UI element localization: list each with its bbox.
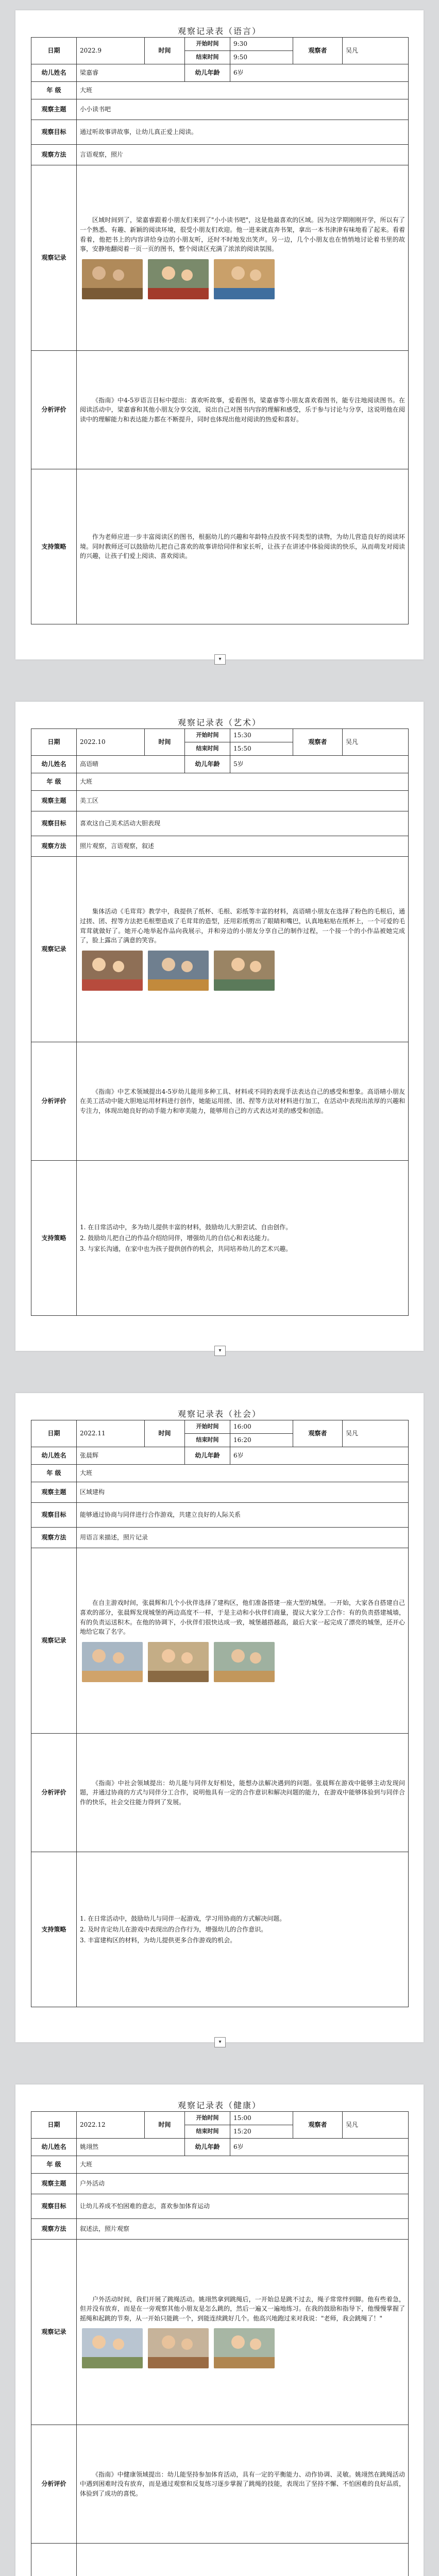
analysis-label: 分析评价 [31,351,77,469]
page-toggle-button[interactable]: ▾ [214,1346,226,1356]
child-label: 幼儿姓名 [31,64,77,82]
method-value: 叙述法，照片观察 [77,2219,409,2240]
analysis-cell [77,1042,409,1161]
age-label: 幼儿年龄 [185,756,230,773]
support-label: 支持策略 [31,469,77,624]
observation-photo [82,259,143,299]
grade-value: 大班 [77,82,409,99]
topic-label: 观察主题 [31,99,77,120]
record-label: 观察记录 [31,857,77,1042]
goal-value: 通过听故事讲故事，让幼儿真正爱上阅读。 [77,120,409,145]
start-time-label: 开始时间 [185,2112,230,2125]
time-label: 时间 [145,38,185,64]
time-label: 时间 [145,1420,185,1447]
page-title: 观察记录表（艺术） [177,718,261,727]
age-value: 6岁 [230,64,409,82]
date-label: 日期 [31,1420,77,1447]
analysis-text: 《指南》中健康领域提出：幼儿能坚持参加体育活动，具有一定的平衡能力、动作协调、灵敏。姚翊然在跳绳活动中遇到困难时没有放弃，而是通过观察和反复练习逐步掌握了跳绳的技能，表现出了坚持不懈、不怕困难的良好品质，体验到了成功的喜悦。 [80,2470,405,2497]
analysis-label: 分析评价 [31,2425,77,2544]
observer-label: 观察者 [293,38,343,64]
grade-label: 年 级 [31,2156,77,2174]
date-label: 日期 [31,2112,77,2139]
observer-value: 吴凡 [343,1420,409,1447]
support-item: 2. 鼓励幼儿把自己的作品介绍给同伴，增强幼儿的自信心和表达能力。 [80,1234,274,1242]
end-time-label: 结束时间 [185,2125,230,2139]
end-time-value: 9:50 [230,51,293,64]
method-label: 观察方法 [31,145,77,165]
goal-label: 观察目标 [31,2194,77,2219]
photo-strip [80,2325,405,2371]
start-time-label: 开始时间 [185,38,230,51]
start-time-value: 16:00 [230,1420,293,1434]
observer-value: 吴凡 [343,38,409,64]
date-value: 2022.12 [77,2112,145,2139]
analysis-label: 分析评价 [31,1734,77,1852]
record-label: 观察记录 [31,165,77,351]
topic-value: 区域建构 [77,1482,409,1503]
observation-photo [214,2328,275,2368]
observer-label: 观察者 [293,729,343,756]
observation-page [15,2084,424,2576]
child-label: 幼儿姓名 [31,1447,77,1465]
goal-label: 观察目标 [31,120,77,145]
support-label: 支持策略 [31,1852,77,2007]
date-value: 2022.10 [77,729,145,756]
record-cell [77,2240,409,2425]
analysis-cell [77,351,409,469]
observation-table [31,2111,409,2576]
record-text: 户外活动时间，我们开展了跳绳活动。姚翊然拿到跳绳后，一开始总是跳不过去，绳子常常绊到脚。他有些着急，但并没有放弃，而是在一旁观察其他小朋友是怎么跳的，然后一遍又一遍地练习。在我的鼓励和指导下，他慢慢掌握了摇绳和起跳的节奏，从一开始只能跳一个，到能连续跳好几个。他高兴地跑过来对我说："老师，我会跳绳了！" [80,2295,405,2322]
analysis-text: 《指南》中4-5岁语言目标中提出：喜欢听故事，爱看图书，梁嘉睿等小朋友喜欢看图书，能专注地阅读图书。在阅读活动中，梁嘉睿和其他小朋友分享交流，说出自己对图书内容的理解和感受，乐于参与讨论与分享，这说明他在阅读中的理解能力和表达能力都在不断提升，同时也体现出他对阅读的热爱和喜好。 [80,396,405,423]
observation-photo [214,259,275,299]
analysis-text: 《指南》中社会领域提出：幼儿能与同伴友好相处，能想办法解决遇到的问题。张晨辉在游戏中能够主动发现问题，并通过协商的方式与同伴分工合作，说明他具有一定的合作意识和解决问题的能力，在游戏中能够体验到与同伴合作的快乐，社会交往能力得到了发展。 [80,1779,405,1806]
grade-value: 大班 [77,1465,409,1482]
support-cell [77,1161,409,1316]
observation-photo [82,1642,143,1682]
child-value: 梁嘉睿 [77,64,185,82]
page-title: 观察记录表（语言） [177,26,261,36]
method-label: 观察方法 [31,1528,77,1548]
page-toggle-button[interactable]: ▾ [214,654,226,665]
photo-strip [80,256,405,302]
start-time-label: 开始时间 [185,729,230,742]
grade-label: 年 级 [31,82,77,99]
topic-label: 观察主题 [31,791,77,811]
end-time-label: 结束时间 [185,742,230,756]
support-cell [77,469,409,624]
observation-photo [148,2328,209,2368]
child-value: 姚翊然 [77,2139,185,2156]
goal-value: 喜欢这自己美术活动大胆表现 [77,811,409,836]
support-item: 2. 及时肯定幼儿在游戏中表现出的合作行为，增强幼儿的合作意识。 [80,1926,267,1933]
support-item: 1. 在日常活动中，鼓励幼儿与同伴一起游戏，学习用协商的方式解决问题。 [80,1915,286,1922]
grade-value: 大班 [77,2156,409,2174]
analysis-label: 分析评价 [31,1042,77,1161]
grade-label: 年 级 [31,1465,77,1482]
goal-value: 让幼儿养成不怕困难的意志，喜欢参加体育运动 [77,2194,409,2219]
support-item: 3. 丰富建构区的材料，为幼儿提供更多合作游戏的机会。 [80,1937,237,1944]
child-value: 张晨辉 [77,1447,185,1465]
observation-page [15,702,424,1351]
page-title: 观察记录表（健康） [177,2100,261,2110]
observation-photo [214,951,275,991]
page-title: 观察记录表（社会） [177,1409,261,1419]
analysis-text: 《指南》中艺术领域提出4-5岁幼儿能用多种工具、材料或不同的表现手法表达自己的感受和想象。高语晴小朋友在美工活动中能大胆地运用材料进行创作，她能运用搓、团、捏等方法对材料进行加工，在活动中表现出浓厚的兴趣和专注力，体现出她良好的动手能力和审美能力，能够用自己的方式表达对美的感受和创造。 [80,1088,405,1114]
end-time-label: 结束时间 [185,1434,230,1447]
record-label: 观察记录 [31,2240,77,2425]
observation-page [15,10,424,662]
date-value: 2022.11 [77,1420,145,1447]
support-text: 作为老师应进一步丰富阅读区的图书，根据幼儿的兴趣和年龄特点投放不同类型的读物，为幼儿营造良好的阅读环境。同时教师还可以鼓励幼儿把自己喜欢的故事讲给同伴和家长听，让孩子在讲述中体验阅读的快乐，从而萌发对阅读的兴趣，让孩子们爱上阅读、喜欢阅读。 [80,533,405,560]
support-label: 支持策略 [31,1161,77,1316]
support-item: 1. 在日常活动中，多为幼儿提供丰富的材料，鼓励幼儿大胆尝试、自由创作。 [80,1224,292,1231]
record-cell [77,165,409,351]
page-toggle-button[interactable]: ▾ [214,2037,226,2047]
topic-label: 观察主题 [31,1482,77,1503]
grade-value: 大班 [77,773,409,791]
analysis-cell [77,2425,409,2544]
record-label: 观察记录 [31,1548,77,1734]
age-label: 幼儿年龄 [185,2139,230,2156]
observation-table [31,37,409,624]
time-label: 时间 [145,2112,185,2139]
observation-photo [148,951,209,991]
topic-label: 观察主题 [31,2174,77,2194]
observation-photo [148,1642,209,1682]
observer-label: 观察者 [293,2112,343,2139]
photo-strip [80,1639,405,1685]
observation-photo [82,2328,143,2368]
date-label: 日期 [31,729,77,756]
topic-value: 小小读书吧 [77,99,409,120]
time-label: 时间 [145,729,185,756]
record-text: 区域时间到了，梁嘉睿跟着小朋友们来到了"小小读书吧"，这是他最喜欢的区域。因为这学期刚刚开学，所以有了一个熟悉、有趣、新颖的阅读环境，很受小朋友们欢迎。他一进来就直奔书架，拿出一本书津津有味地看了起来。看着看着，他把书上的内容讲给身边的小朋友听，还时不时地发出笑声。另一边，几个小朋友也在悄悄地讨论着书里的故事，安静地翻阅着一页一页的图书，整个阅读区充满了浓浓的阅读氛围。 [80,216,405,253]
child-label: 幼儿姓名 [31,756,77,773]
observation-page [15,1393,424,2045]
observation-photo [148,259,209,299]
date-value: 2022.9 [77,38,145,64]
observation-photo [214,1642,275,1682]
goal-label: 观察目标 [31,811,77,836]
grade-label: 年 级 [31,773,77,791]
age-value: 5岁 [230,756,409,773]
age-value: 6岁 [230,1447,409,1465]
age-label: 幼儿年龄 [185,64,230,82]
photo-strip [80,947,405,994]
record-cell [77,1548,409,1734]
record-text: 集体活动《毛茸茸》教学中，我提供了纸杯、毛根、彩纸等丰富的材料，高语晴小朋友在选择了粉色的毛根后，通过搓、团、捏等方法把毛根塑造成了毛茸茸的造型，还用彩纸剪出了眼睛和嘴巴，认真地粘贴在纸杯上，一个可爱的毛茸茸就做好了。她开心地举起作品向我展示，并和旁边的小朋友分享自己的制作过程，一个接一个的小作品被她完成了，脸上露出了满意的笑容。 [80,908,405,944]
end-time-value: 15:50 [230,742,293,756]
start-time-value: 15:30 [230,729,293,742]
start-time-label: 开始时间 [185,1420,230,1434]
support-cell [77,2544,409,2576]
support-cell [77,1852,409,2007]
date-label: 日期 [31,38,77,64]
support-label [31,2544,77,2576]
start-time-value: 9:30 [230,38,293,51]
record-text: 在自主游戏时间，张晨辉和几个小伙伴选择了建构区，他们准备搭建一座大型的城堡。一开始，大家各自搭建自己喜欢的部分，张晨辉发现城堡的两边高度不一样，于是主动和小伙伴们商量，提议大家分工合作：有的负责搭建城墙，有的负责运送积木。在他的协调下，小伙伴们很快达成一致，城堡越搭越高，最后大家一起完成了漂亮的城堡，还开心地给它取了名字。 [80,1599,405,1636]
method-value: 用语言来描述，照片记录 [77,1528,409,1548]
record-cell [77,857,409,1042]
method-value: 言语观察，照片 [77,145,409,165]
method-label: 观察方法 [31,2219,77,2240]
child-label: 幼儿姓名 [31,2139,77,2156]
end-time-label: 结束时间 [185,51,230,64]
end-time-value: 15:20 [230,2125,293,2139]
support-item: 3. 与家长沟通，在家中也为孩子提供创作的机会，共同培养幼儿的艺术兴趣。 [80,1245,292,1252]
observer-value: 吴凡 [343,2112,409,2139]
topic-value: 美工区 [77,791,409,811]
goal-label: 观察目标 [31,1503,77,1528]
goal-value: 能够通过协商与同伴进行合作游戏，共建立良好的人际关系 [77,1503,409,1528]
observation-table [31,728,409,1316]
end-time-value: 16:20 [230,1434,293,1447]
observer-value: 吴凡 [343,729,409,756]
start-time-value: 15:00 [230,2112,293,2125]
age-value: 6岁 [230,2139,409,2156]
observation-table [31,1420,409,2007]
analysis-cell [77,1734,409,1852]
method-label: 观察方法 [31,836,77,857]
age-label: 幼儿年龄 [185,1447,230,1465]
method-value: 照片观察，言语观察，叙述 [77,836,409,857]
child-value: 高语晴 [77,756,185,773]
observer-label: 观察者 [293,1420,343,1447]
topic-value: 户外活动 [77,2174,409,2194]
observation-photo [82,951,143,991]
